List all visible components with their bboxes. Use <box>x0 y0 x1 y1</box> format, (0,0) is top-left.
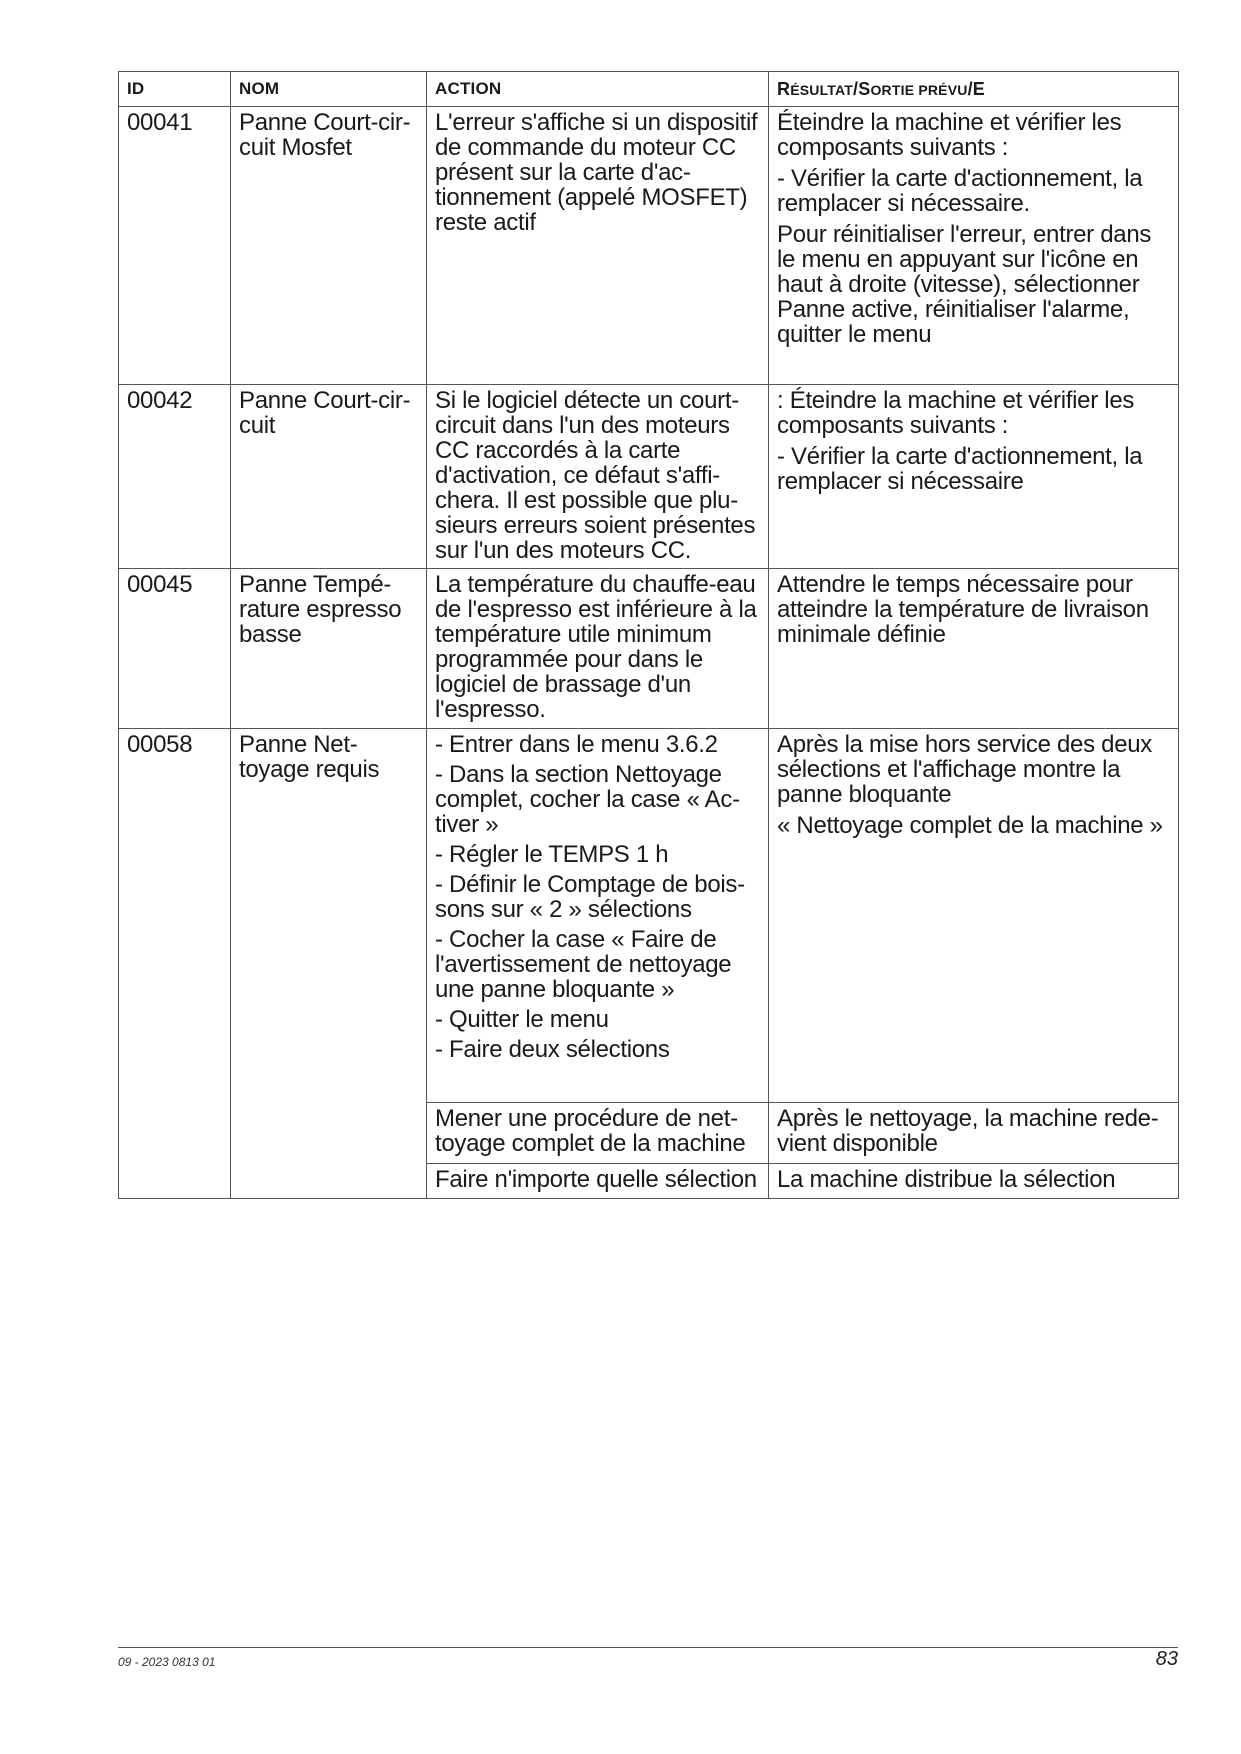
result-paragraph: Attendre le temps nécessaire pour atteindre la température de livraison minimale définie <box>777 571 1149 648</box>
action-step: - Dans la section Nettoyage complet, cocher la case « Activer » <box>435 761 741 838</box>
result-paragraph: : Éteindre la machine et vérifier les composants suivants : <box>777 387 1135 439</box>
cell-result: La machine distribue la sélection <box>769 1164 1179 1199</box>
cell-action: Si le logiciel détecte un court-circuit dans l'un des moteurs CC raccordés à la carte d'activation, ce défaut s'affichera. Il est possible que plusieurs erreurs soient présentes sur l'un des moteurs CC. <box>427 385 769 569</box>
result-paragraph: Éteindre la machine et vérifier les composants suivants : <box>777 109 1122 161</box>
cell-action: La température du chauffe-eau de l'espresso est inférieure à la température utile minimum programmée pour dans le logiciel de brassage d'un l'espresso. <box>427 569 769 729</box>
cell-result <box>769 385 1179 569</box>
cell-nom: Panne Température espresso basse <box>231 569 427 729</box>
table-row <box>119 729 1179 1103</box>
fault-table <box>118 71 1179 1199</box>
cell-id: 00041 <box>119 107 231 385</box>
header-id: ID <box>119 72 231 107</box>
result-paragraph: - Vérifier la carte d'actionnement, la remplacer si nécessaire. <box>777 165 1143 217</box>
cell-result <box>769 729 1179 1103</box>
document-code: 09 - 2023 0813 01 <box>118 1655 216 1669</box>
action-step: - Régler le TEMPS 1 h <box>435 841 669 868</box>
action-step: - Faire deux sélections <box>435 1036 670 1063</box>
cell-nom: Panne Court-circuit <box>231 385 427 569</box>
cell-id: 00045 <box>119 569 231 729</box>
table-row <box>119 569 1179 729</box>
table-row <box>119 385 1179 569</box>
cell-action: Mener une procédure de nettoyage complet de la machine <box>427 1103 769 1164</box>
page-number: 83 <box>1155 1648 1178 1670</box>
cell-nom: Panne Court-circuit Mosfet <box>231 107 427 385</box>
footer-divider <box>118 1647 1178 1648</box>
result-paragraph: Pour réinitialiser l'erreur, entrer dans le menu en appuyant sur l'icône en haut à droite (vitesse), sélectionner Panne active, réinitialiser l'alarme, quitter le menu <box>777 221 1152 348</box>
cell-id: 00058 <box>119 729 231 1199</box>
result-paragraph: Après la mise hors service des deux sélections et l'affichage montre la panne bloquante <box>777 731 1153 808</box>
action-step: - Définir le Comptage de boissons sur « 2 » sélections <box>435 871 746 923</box>
cell-result <box>769 569 1179 729</box>
action-step: - Cocher la case « Faire de l'avertissement de nettoyage une panne bloquante » <box>435 926 732 1003</box>
cell-id: 00042 <box>119 385 231 569</box>
cell-action: Faire n'importe quelle sélection <box>427 1164 769 1199</box>
result-paragraph: - Vérifier la carte d'actionnement, la remplacer si nécessaire <box>777 443 1143 495</box>
result-paragraph: « Nettoyage complet de la machine » <box>777 812 1163 839</box>
action-step: - Entrer dans le menu 3.6.2 <box>435 731 718 758</box>
cell-result: Après le nettoyage, la machine redevient disponible <box>769 1103 1179 1164</box>
header-action: ACTION <box>427 72 769 107</box>
cell-action: L'erreur s'affiche si un dispositif de commande du moteur CC présent sur la carte d'actionnement (appelé MOSFET) reste actif <box>427 107 769 385</box>
table-row <box>119 107 1179 385</box>
cell-action <box>427 729 769 1103</box>
action-step: - Quitter le menu <box>435 1006 609 1033</box>
cell-nom: Panne Nettoyage requis <box>231 729 427 1199</box>
header-result: RÉSULTAT/SORTIE PRÉVU/E <box>769 72 1179 107</box>
cell-result <box>769 107 1179 385</box>
table-header-row <box>119 72 1179 107</box>
header-nom: NOM <box>231 72 427 107</box>
